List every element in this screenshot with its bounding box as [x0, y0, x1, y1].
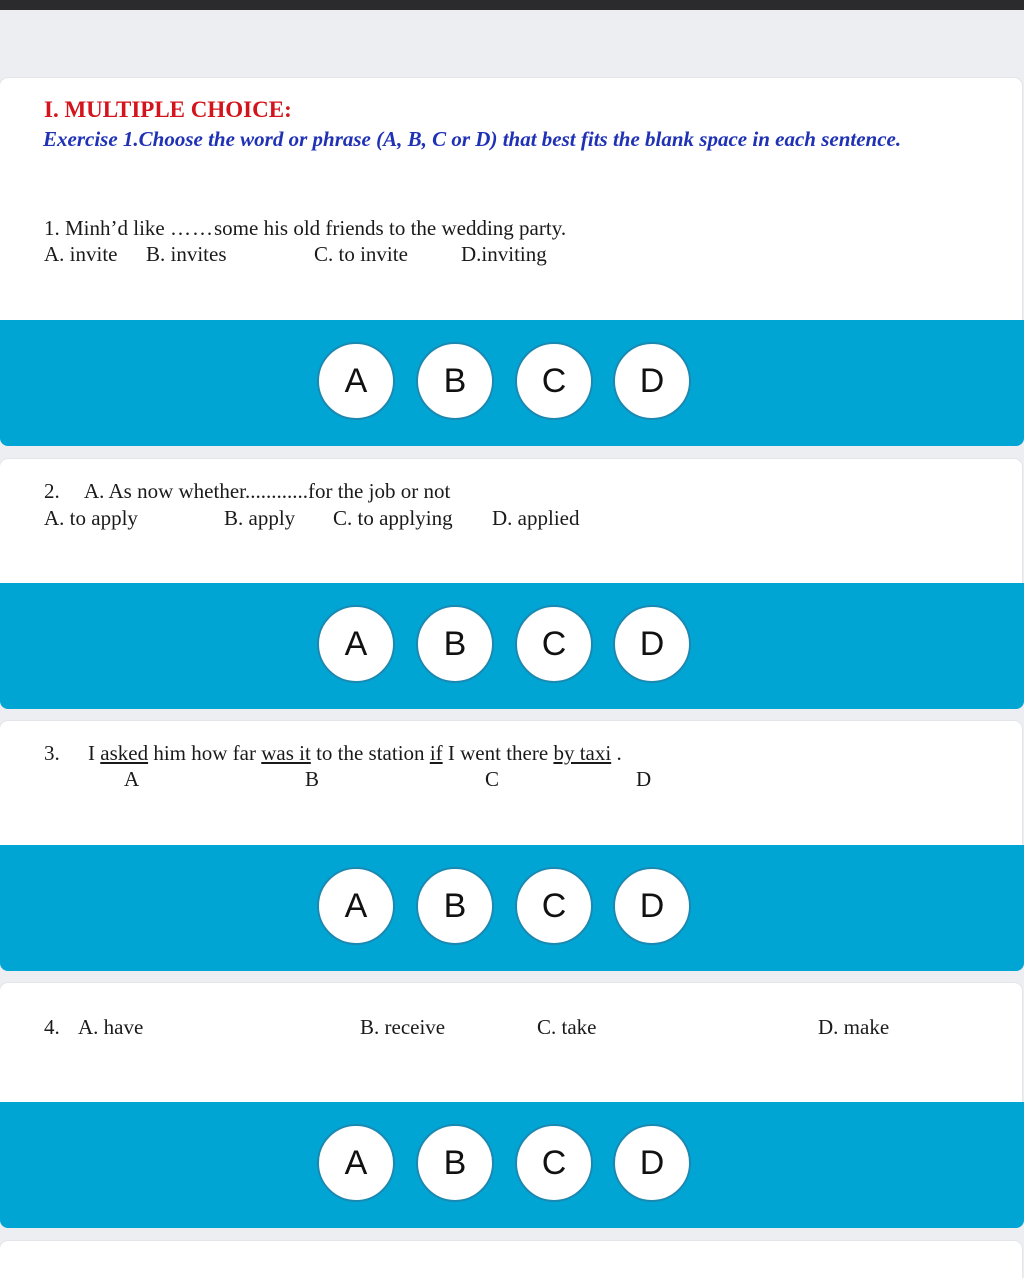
question-3-sentence [88, 743, 622, 764]
marker-b: B [305, 767, 320, 791]
answer-button-b[interactable]: B [416, 1124, 494, 1202]
question-number: 1. [44, 216, 60, 240]
question-card-4 [0, 983, 1022, 1103]
answer-button-c[interactable]: C [515, 867, 593, 945]
underlined-part-d: by taxi [553, 741, 612, 765]
option-text-a: A. to apply [44, 506, 138, 530]
answer-button-b[interactable]: B [416, 867, 494, 945]
sentence-part: I went there [447, 741, 549, 765]
answer-button-c[interactable]: C [515, 605, 593, 683]
question-1-stem [44, 218, 566, 239]
top-bar [0, 0, 1024, 10]
answer-button-c[interactable]: C [515, 1124, 593, 1202]
sentence-part: . [616, 741, 622, 765]
question-card-3 [0, 721, 1022, 845]
answer-button-a[interactable]: A [317, 605, 395, 683]
answer-button-c[interactable]: C [515, 342, 593, 420]
sentence-part: I [88, 741, 95, 765]
section-title: I. MULTIPLE CHOICE: [44, 97, 292, 122]
option-text-d: D.inviting [461, 242, 547, 266]
option-text-d: D. make [818, 1015, 890, 1039]
answer-button-b[interactable]: B [416, 342, 494, 420]
answer-button-d[interactable]: D [613, 605, 691, 683]
answer-button-a[interactable]: A [317, 867, 395, 945]
answer-button-d[interactable]: D [613, 342, 691, 420]
answer-button-a[interactable]: A [317, 1124, 395, 1202]
underlined-part-b: was it [261, 741, 311, 765]
option-text-c: C. take [537, 1015, 597, 1039]
blank: …… [170, 216, 214, 240]
question-2-stem: A. As now whether............for the job or not [84, 479, 451, 503]
answer-button-d[interactable]: D [613, 867, 691, 945]
answer-button-b[interactable]: B [416, 605, 494, 683]
question-2-number: 2. [44, 479, 60, 503]
stem-text: some his old friends to the wedding party. [214, 216, 567, 240]
stem-text: Minh’d like [65, 216, 170, 240]
option-text-a: A. invite [44, 242, 118, 266]
answer-panel-2 [0, 583, 1024, 709]
answer-button-a[interactable]: A [317, 342, 395, 420]
sentence-part: him how far [153, 741, 256, 765]
answer-panel-3 [0, 845, 1024, 971]
option-text-b: B. invites [146, 242, 227, 266]
question-card-5 [0, 1241, 1022, 1278]
underlined-part-c: if [429, 741, 443, 765]
marker-d: D [636, 767, 652, 791]
option-text-c: C. to invite [314, 242, 408, 266]
option-text-a: A. have [78, 1015, 144, 1039]
answer-button-d[interactable]: D [613, 1124, 691, 1202]
option-text-b: B. apply [224, 506, 296, 530]
option-text-b: B. receive [360, 1015, 446, 1039]
option-text-d: D. applied [492, 506, 580, 530]
exercise-instruction: Exercise 1.Choose the word or phrase (A, B, C or D) that best fits the blank space in each sentence. [43, 127, 902, 151]
option-text-c: C. to applying [333, 506, 453, 530]
answer-panel-1 [0, 320, 1024, 446]
underlined-part-a: asked [100, 741, 149, 765]
marker-a: A [124, 767, 140, 791]
question-4-number: 4. [44, 1015, 60, 1039]
question-3-number: 3. [44, 741, 60, 765]
marker-c: C [485, 767, 500, 791]
answer-panel-4 [0, 1102, 1024, 1228]
sentence-part: to the station [316, 741, 425, 765]
